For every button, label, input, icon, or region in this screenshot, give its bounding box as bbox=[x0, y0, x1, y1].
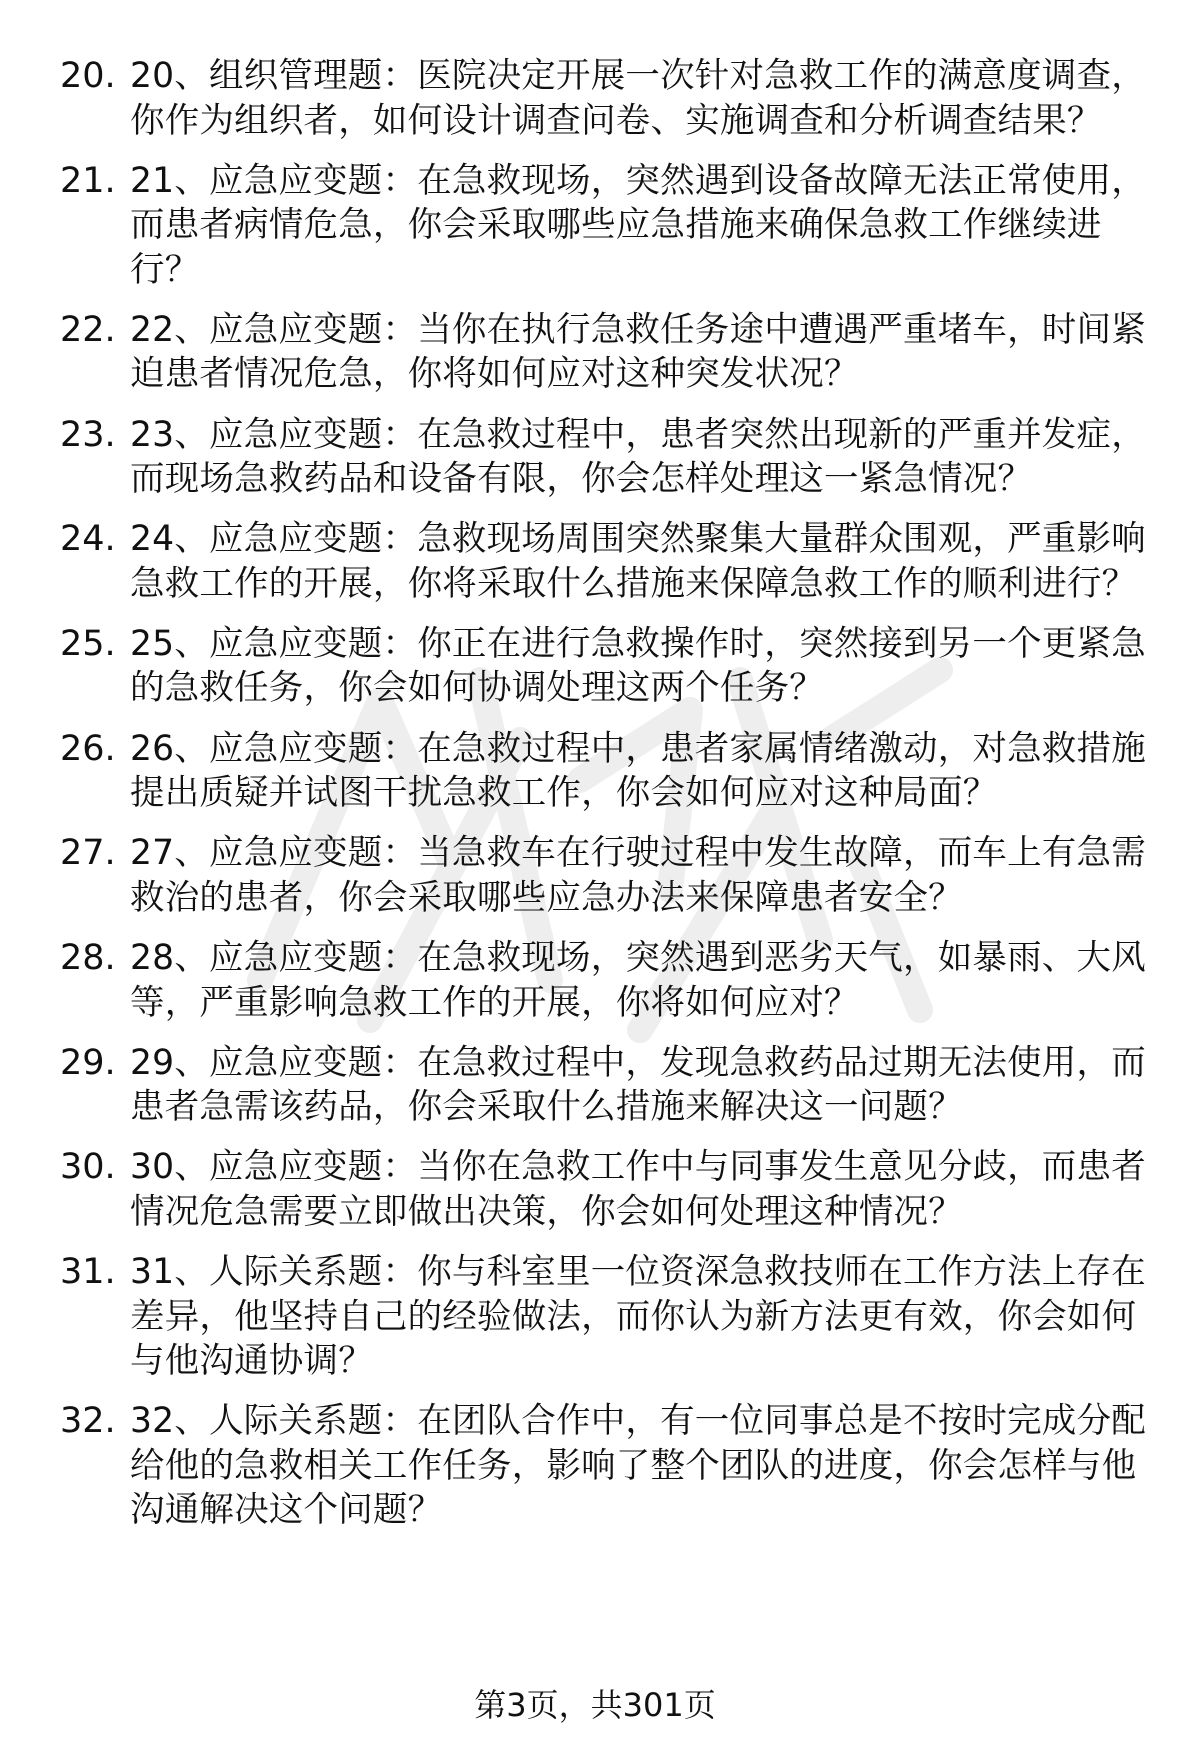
question-number: 31. bbox=[60, 1252, 116, 1293]
list-item bbox=[60, 308, 1160, 397]
question-text: 23、应急应变题：在急救过程中，患者突然出现新的严重并发症，而现场急救药品和设备有限，你会怎样处理这一紧急情况？ bbox=[130, 414, 1146, 500]
list-item bbox=[60, 936, 1160, 1025]
question-list bbox=[60, 54, 1160, 1548]
question-text: 25、应急应变题：你正在进行急救操作时，突然接到另一个更紧急的急救任务，你会如何协调处理这两个任务？ bbox=[130, 623, 1146, 709]
question-number: 25. bbox=[60, 623, 116, 664]
question-text: 24、应急应变题：急救现场周围突然聚集大量群众围观，严重影响急救工作的开展，你将采取什么措施来保障急救工作的顺利进行？ bbox=[130, 519, 1146, 604]
question-text: 21、应急应变题：在急救现场，突然遇到设备故障无法正常使用，而患者病情危急，你会采取哪些应急措施来确保急救工作继续进行？ bbox=[130, 160, 1146, 290]
question-text: 22、应急应变题：当你在执行急救任务途中遭遇严重堵车，时间紧迫患者情况危急，你将如何应对这种突发状况？ bbox=[130, 309, 1146, 395]
question-text: 27、应急应变题：当急救车在行驶过程中发生故障，而车上有急需救治的患者，你会采取哪些应急办法来保障患者安全？ bbox=[130, 833, 1146, 918]
question-number: 32. bbox=[60, 1401, 116, 1442]
question-text: 28、应急应变题：在急救现场，突然遇到恶劣天气，如暴雨、大风等，严重影响急救工作的开展，你将如何应对？ bbox=[130, 938, 1146, 1023]
list-item bbox=[60, 159, 1160, 293]
question-number: 23. bbox=[60, 414, 116, 455]
question-number: 29. bbox=[60, 1042, 116, 1083]
question-number: 30. bbox=[60, 1147, 116, 1188]
list-item bbox=[60, 1041, 1160, 1130]
list-item bbox=[60, 413, 1160, 502]
question-text: 30、应急应变题：当你在急救工作中与同事发生意见分歧，而患者情况危急需要立即做出决策，你会如何处理这种情况？ bbox=[130, 1147, 1146, 1232]
question-number: 20. bbox=[60, 56, 116, 96]
question-number: 27. bbox=[60, 833, 116, 874]
list-item bbox=[60, 517, 1160, 606]
question-number: 21. bbox=[60, 160, 116, 201]
list-item bbox=[60, 1145, 1160, 1234]
list-item bbox=[60, 831, 1160, 920]
question-text: 20、组织管理题：医院决定开展一次针对急救工作的满意度调查，你作为组织者，如何设计调查问卷、实施调查和分析调查结果？ bbox=[130, 56, 1146, 141]
question-text: 32、人际关系题：在团队合作中，有一位同事总是不按时完成分配给他的急救相关工作任务，影响了整个团队的进度，你会怎样与他沟通解决这个问题？ bbox=[130, 1401, 1146, 1531]
list-item bbox=[60, 622, 1160, 711]
page-footer: 第3页，共301页 bbox=[474, 1686, 716, 1724]
question-number: 22. bbox=[60, 309, 116, 350]
question-text: 29、应急应变题：在急救过程中，发现急救药品过期无法使用，而患者急需该药品，你会采取什么措施来解决这一问题？ bbox=[130, 1042, 1146, 1128]
question-text: 31、人际关系题：你与科室里一位资深急救技师在工作方法上存在差异，他坚持自己的经验做法，而你认为新方法更有效，你会如何与他沟通协调？ bbox=[130, 1252, 1146, 1382]
question-number: 24. bbox=[60, 519, 116, 560]
question-number: 28. bbox=[60, 938, 116, 978]
list-item bbox=[60, 1399, 1160, 1533]
question-text: 26、应急应变题：在急救过程中，患者家属情绪激动，对急救措施提出质疑并试图干扰急救工作，你会如何应对这种局面？ bbox=[130, 728, 1146, 814]
question-number: 26. bbox=[60, 728, 116, 769]
list-item bbox=[60, 727, 1160, 816]
list-item bbox=[60, 54, 1160, 143]
list-item bbox=[60, 1250, 1160, 1384]
